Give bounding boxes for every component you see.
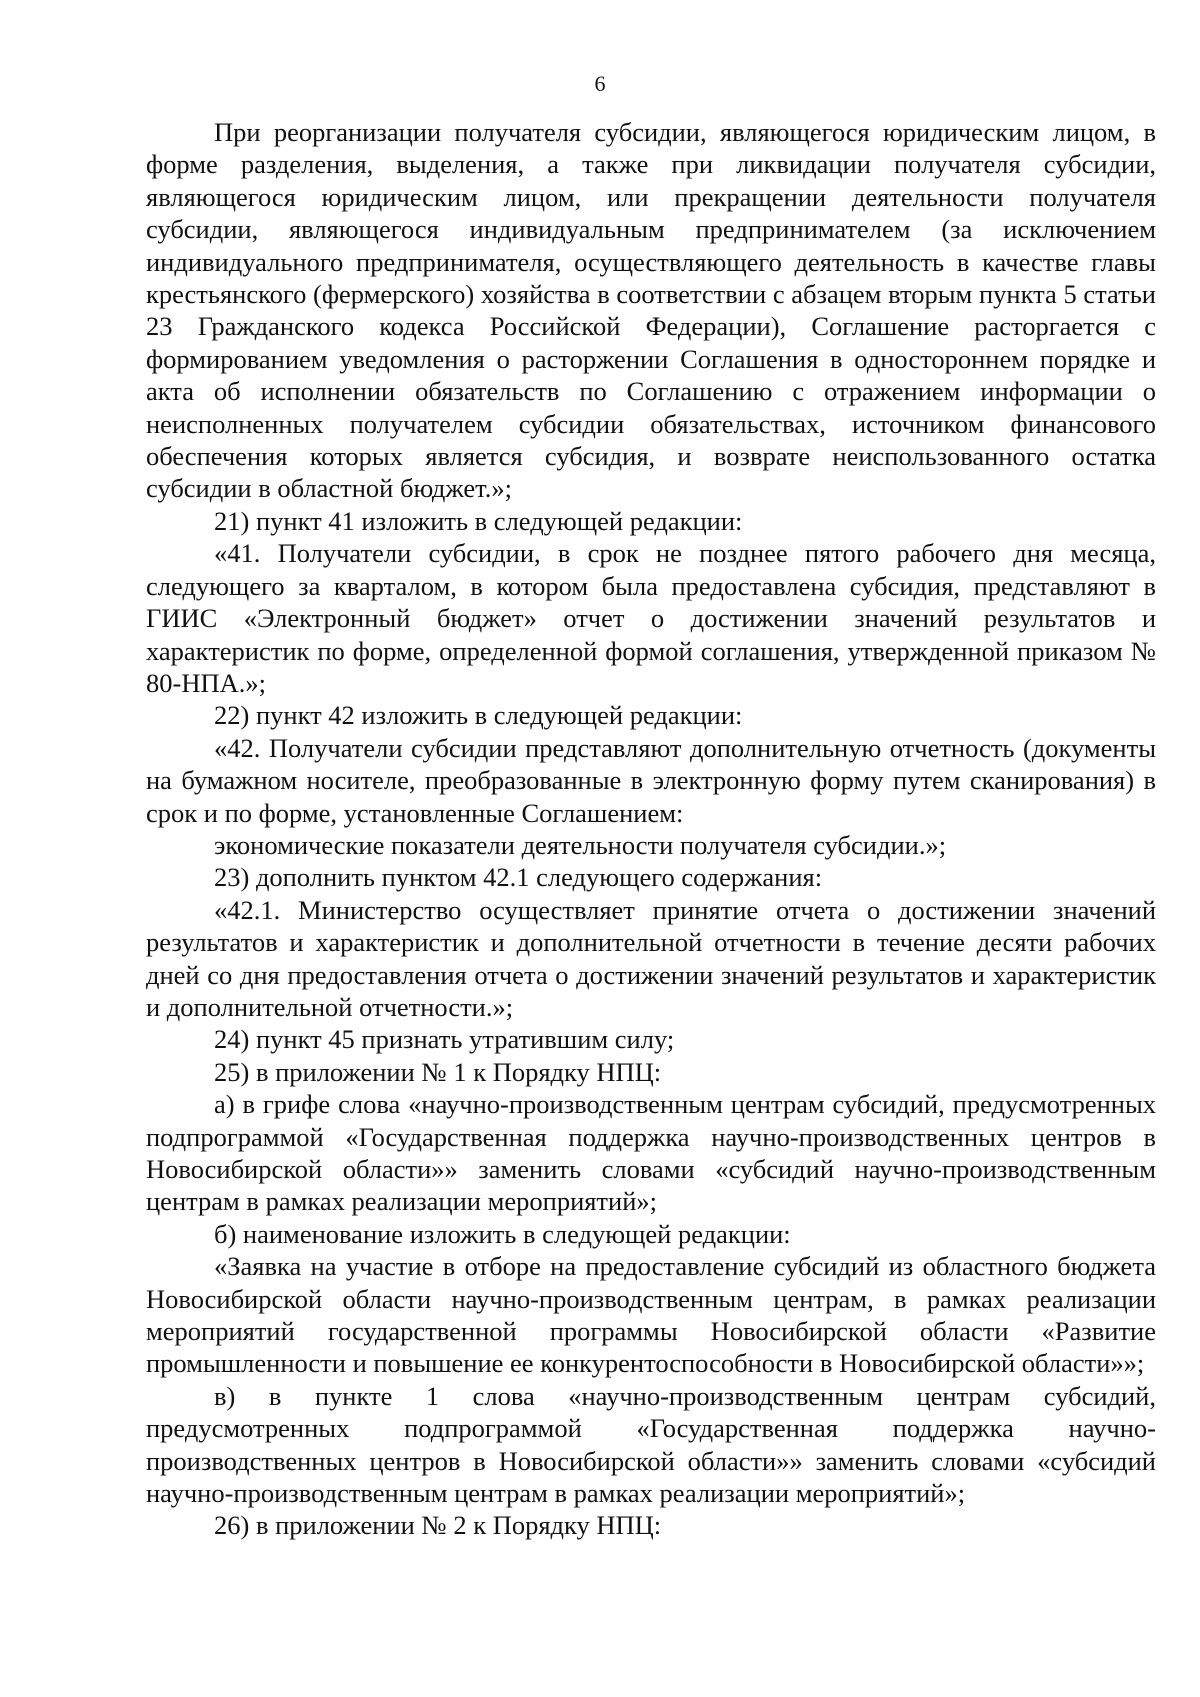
paragraph-item-26: 26) в приложении № 2 к Порядку НПЦ: [214,1510,662,1541]
paragraph-reorganization: При реорганизации получателя субсидии, являющегося юридическим лицом, в форме разделения, выделения, а также при ликвидации получателя субсидии, являющегося юридическим лицом, или прекращении деятельности получателя субсидии, являющегося индивидуальным предпринимателем (за исключением индивидуального предпринимателя, осуществляющего деятельность в качестве главы крестьянского (фермерского) хозяйства в соответствии с абзацем вторым пункта 5 статьи 23 Гражданского кодекса Российской Федерации), Соглашение расторгается с формированием уведомления о расторжении Соглашения в одностороннем порядке и акта об исполнении обязательств по Соглашению с отражением информации о неисполненных получателем субсидии обязательствах, источником финансового обеспечения которых является субсидия, и возврате неиспользованного остатка субсидии в областной бюджет.»; [146,117,1156,504]
paragraph-clause-41: «41. Получатели субсидии, в срок не позднее пятого рабочего дня месяца, следующего за кварталом, в котором была предоставлена субсидия, представляют в ГИИС «Электронный бюджет» отчет о достижении значений результатов и характеристик по форме, определенной формой соглашения, утвержденной приказом № 80-НПА.»; [146,538,1156,698]
paragraph-item-24: 24) пункт 45 признать утратившим силу; [214,1024,675,1055]
paragraph-subitem-b: б) наименование изложить в следующей редакции: [214,1218,791,1249]
paragraph-item-22: 22) пункт 42 изложить в следующей редакции: [214,700,743,731]
paragraph-clause-42: «42. Получатели субсидии представляют дополнительную отчетность (документы на бумажном носителе, преобразованные в электронную форму путем сканирования) в срок и по форме, установленные Соглашением: [146,732,1156,828]
paragraph-subitem-a: а) в грифе слова «научно-производственным центрам субсидий, предусмотренных подпрограммой «Государственная поддержка научно-производственных центров в Новосибирской области»» заменить словами «субсидий научно-производственным центрам в рамках реализации мероприятий»; [146,1089,1156,1217]
paragraph-item-21: 21) пункт 41 изложить в следующей редакции: [214,505,743,536]
paragraph-subitem-v: в) в пункте 1 слова «научно-производственным центрам субсидий, предусмотренных подпрограммой «Государственная поддержка научно-производственных центров в Новосибирской области»» заменить словами «субсидий научно-производственным центрам в рамках реализации мероприятий»; [146,1380,1156,1509]
paragraph-application-title: «Заявка на участие в отборе на предоставление субсидий из областного бюджета Новосибирской области научно-производственным центрам, в рамках реализации мероприятий государственной программы Новосибирской области «Развитие промышленности и повышение ее конкурентоспособности в Новосибирской области»»; [146,1251,1156,1379]
document-body [146,116,1156,1542]
paragraph-item-23: 23) дополнить пунктом 42.1 следующего содержания: [214,862,823,893]
paragraph-clause-42-1: «42.1. Министерство осуществляет принятие отчета о достижении значений результатов и характеристик и дополнительной отчетности в течение десяти рабочих дней со дня предоставления отчета о достижении значений результатов и характеристик и дополнительной отчетности.»; [146,894,1156,1022]
paragraph-item-25: 25) в приложении № 1 к Порядку НПЦ: [214,1056,662,1087]
paragraph-economic-indicators: экономические показатели деятельности получателя субсидии.»; [214,829,947,860]
page-number: 6 [594,71,606,96]
